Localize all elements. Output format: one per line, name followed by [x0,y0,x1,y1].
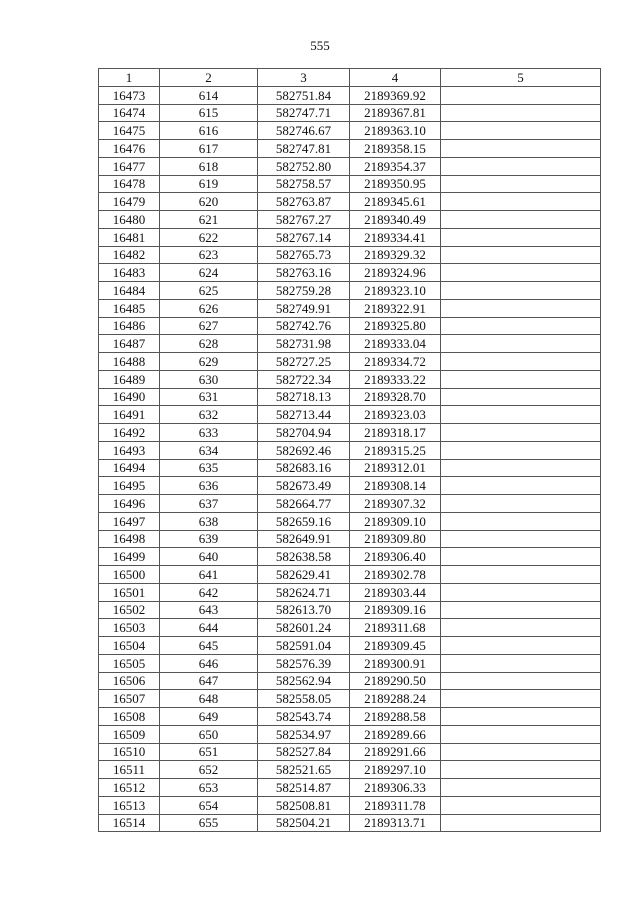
y-coordinate-cell: 2189363.10 [350,122,441,140]
point-number-cell: 619 [160,175,258,193]
table-row [99,441,601,459]
x-coordinate-cell: 582759.28 [258,282,350,300]
table-row [99,601,601,619]
table-row [99,779,601,797]
point-number-cell: 628 [160,335,258,353]
table-row [99,193,601,211]
table-row [99,370,601,388]
row-number-cell: 16478 [99,175,160,193]
y-coordinate-cell: 2189323.03 [350,406,441,424]
note-cell [441,761,601,779]
x-coordinate-cell: 582562.94 [258,672,350,690]
note-cell [441,140,601,158]
note-cell [441,175,601,193]
note-cell [441,370,601,388]
table-row [99,725,601,743]
note-cell [441,335,601,353]
table-row [99,708,601,726]
x-coordinate-cell: 582534.97 [258,725,350,743]
y-coordinate-cell: 2189354.37 [350,157,441,175]
y-coordinate-cell: 2189309.80 [350,530,441,548]
row-number-cell: 16507 [99,690,160,708]
row-number-cell: 16474 [99,104,160,122]
table-row [99,796,601,814]
y-coordinate-cell: 2189340.49 [350,211,441,229]
point-number-cell: 617 [160,140,258,158]
point-number-cell: 643 [160,601,258,619]
point-number-cell: 648 [160,690,258,708]
row-number-cell: 16498 [99,530,160,548]
page-number: 555 [310,38,330,53]
x-coordinate-cell: 582692.46 [258,441,350,459]
x-coordinate-cell: 582746.67 [258,122,350,140]
x-coordinate-cell: 582659.16 [258,512,350,530]
x-coordinate-cell: 582767.27 [258,211,350,229]
column-header-2: 2 [160,69,258,87]
note-cell [441,86,601,104]
x-coordinate-cell: 582704.94 [258,424,350,442]
point-number-cell: 642 [160,583,258,601]
point-number-cell: 627 [160,317,258,335]
y-coordinate-cell: 2189289.66 [350,725,441,743]
point-number-cell: 638 [160,512,258,530]
y-coordinate-cell: 2189324.96 [350,264,441,282]
point-number-cell: 651 [160,743,258,761]
note-cell [441,512,601,530]
y-coordinate-cell: 2189315.25 [350,441,441,459]
point-number-cell: 621 [160,211,258,229]
x-coordinate-cell: 582613.70 [258,601,350,619]
table-row [99,406,601,424]
note-cell [441,708,601,726]
row-number-cell: 16476 [99,140,160,158]
table-row [99,317,601,335]
x-coordinate-cell: 582601.24 [258,619,350,637]
y-coordinate-cell: 2189307.32 [350,495,441,513]
table-row [99,299,601,317]
x-coordinate-cell: 582664.77 [258,495,350,513]
row-number-cell: 16510 [99,743,160,761]
y-coordinate-cell: 2189288.58 [350,708,441,726]
point-number-cell: 650 [160,725,258,743]
y-coordinate-cell: 2189291.66 [350,743,441,761]
y-coordinate-cell: 2189308.14 [350,477,441,495]
x-coordinate-cell: 582558.05 [258,690,350,708]
row-number-cell: 16496 [99,495,160,513]
x-coordinate-cell: 582527.84 [258,743,350,761]
table-row [99,140,601,158]
y-coordinate-cell: 2189333.04 [350,335,441,353]
table-body [99,86,601,832]
row-number-cell: 16499 [99,548,160,566]
row-number-cell: 16502 [99,601,160,619]
note-cell [441,104,601,122]
note-cell [441,779,601,797]
table-header [99,69,601,87]
table-row [99,690,601,708]
y-coordinate-cell: 2189369.92 [350,86,441,104]
row-number-cell: 16514 [99,814,160,832]
x-coordinate-cell: 582749.91 [258,299,350,317]
point-number-cell: 633 [160,424,258,442]
point-number-cell: 654 [160,796,258,814]
x-coordinate-cell: 582747.71 [258,104,350,122]
note-cell [441,282,601,300]
y-coordinate-cell: 2189358.15 [350,140,441,158]
note-cell [441,459,601,477]
note-cell [441,654,601,672]
table-row [99,583,601,601]
point-number-cell: 649 [160,708,258,726]
row-number-cell: 16500 [99,566,160,584]
note-cell [441,548,601,566]
point-number-cell: 635 [160,459,258,477]
x-coordinate-cell: 582731.98 [258,335,350,353]
point-number-cell: 625 [160,282,258,300]
x-coordinate-cell: 582763.16 [258,264,350,282]
table-row [99,122,601,140]
table-row [99,388,601,406]
row-number-cell: 16497 [99,512,160,530]
table-row [99,548,601,566]
table-row [99,814,601,832]
row-number-cell: 16479 [99,193,160,211]
table-row [99,175,601,193]
point-number-cell: 634 [160,441,258,459]
table-row [99,654,601,672]
note-cell [441,211,601,229]
note-cell [441,406,601,424]
row-number-cell: 16487 [99,335,160,353]
point-number-cell: 636 [160,477,258,495]
column-header-4: 4 [350,69,441,87]
x-coordinate-cell: 582508.81 [258,796,350,814]
point-number-cell: 644 [160,619,258,637]
note-cell [441,299,601,317]
row-number-cell: 16489 [99,370,160,388]
point-number-cell: 623 [160,246,258,264]
point-number-cell: 631 [160,388,258,406]
x-coordinate-cell: 582576.39 [258,654,350,672]
coordinates-table [98,68,601,832]
table-row [99,530,601,548]
y-coordinate-cell: 2189318.17 [350,424,441,442]
x-coordinate-cell: 582747.81 [258,140,350,158]
row-number-cell: 16493 [99,441,160,459]
header-row [99,69,601,87]
x-coordinate-cell: 582629.41 [258,566,350,584]
column-header-5: 5 [441,69,601,87]
x-coordinate-cell: 582683.16 [258,459,350,477]
y-coordinate-cell: 2189309.45 [350,637,441,655]
note-cell [441,814,601,832]
table-row [99,282,601,300]
row-number-cell: 16512 [99,779,160,797]
column-header-1: 1 [99,69,160,87]
table-row [99,228,601,246]
row-number-cell: 16485 [99,299,160,317]
table-row [99,211,601,229]
y-coordinate-cell: 2189309.16 [350,601,441,619]
x-coordinate-cell: 582767.14 [258,228,350,246]
table-row [99,566,601,584]
table-row [99,157,601,175]
point-number-cell: 645 [160,637,258,655]
y-coordinate-cell: 2189303.44 [350,583,441,601]
row-number-cell: 16482 [99,246,160,264]
note-cell [441,495,601,513]
table-row [99,104,601,122]
row-number-cell: 16488 [99,353,160,371]
x-coordinate-cell: 582504.21 [258,814,350,832]
y-coordinate-cell: 2189323.10 [350,282,441,300]
point-number-cell: 646 [160,654,258,672]
table-row [99,353,601,371]
column-header-3: 3 [258,69,350,87]
note-cell [441,690,601,708]
y-coordinate-cell: 2189322.91 [350,299,441,317]
x-coordinate-cell: 582591.04 [258,637,350,655]
point-number-cell: 655 [160,814,258,832]
x-coordinate-cell: 582758.57 [258,175,350,193]
y-coordinate-cell: 2189325.80 [350,317,441,335]
x-coordinate-cell: 582765.73 [258,246,350,264]
y-coordinate-cell: 2189367.81 [350,104,441,122]
point-number-cell: 629 [160,353,258,371]
point-number-cell: 637 [160,495,258,513]
y-coordinate-cell: 2189297.10 [350,761,441,779]
row-number-cell: 16509 [99,725,160,743]
note-cell [441,193,601,211]
note-cell [441,743,601,761]
y-coordinate-cell: 2189350.95 [350,175,441,193]
note-cell [441,530,601,548]
row-number-cell: 16492 [99,424,160,442]
point-number-cell: 652 [160,761,258,779]
note-cell [441,583,601,601]
note-cell [441,566,601,584]
point-number-cell: 641 [160,566,258,584]
note-cell [441,246,601,264]
row-number-cell: 16483 [99,264,160,282]
row-number-cell: 16473 [99,86,160,104]
table-row [99,477,601,495]
point-number-cell: 630 [160,370,258,388]
x-coordinate-cell: 582727.25 [258,353,350,371]
table-row [99,512,601,530]
table-row [99,637,601,655]
row-number-cell: 16504 [99,637,160,655]
row-number-cell: 16503 [99,619,160,637]
table-row [99,619,601,637]
x-coordinate-cell: 582752.80 [258,157,350,175]
x-coordinate-cell: 582521.65 [258,761,350,779]
point-number-cell: 624 [160,264,258,282]
row-number-cell: 16511 [99,761,160,779]
note-cell [441,477,601,495]
x-coordinate-cell: 582742.76 [258,317,350,335]
point-number-cell: 615 [160,104,258,122]
point-number-cell: 647 [160,672,258,690]
row-number-cell: 16477 [99,157,160,175]
x-coordinate-cell: 582751.84 [258,86,350,104]
note-cell [441,228,601,246]
y-coordinate-cell: 2189313.71 [350,814,441,832]
x-coordinate-cell: 582649.91 [258,530,350,548]
note-cell [441,122,601,140]
y-coordinate-cell: 2189329.32 [350,246,441,264]
table-row [99,335,601,353]
point-number-cell: 639 [160,530,258,548]
note-cell [441,796,601,814]
point-number-cell: 618 [160,157,258,175]
row-number-cell: 16494 [99,459,160,477]
row-number-cell: 16475 [99,122,160,140]
note-cell [441,388,601,406]
note-cell [441,601,601,619]
row-number-cell: 16480 [99,211,160,229]
y-coordinate-cell: 2189312.01 [350,459,441,477]
table-row [99,672,601,690]
y-coordinate-cell: 2189288.24 [350,690,441,708]
y-coordinate-cell: 2189300.91 [350,654,441,672]
row-number-cell: 16486 [99,317,160,335]
note-cell [441,441,601,459]
table-row [99,264,601,282]
x-coordinate-cell: 582514.87 [258,779,350,797]
row-number-cell: 16484 [99,282,160,300]
note-cell [441,672,601,690]
table-row [99,761,601,779]
x-coordinate-cell: 582543.74 [258,708,350,726]
note-cell [441,353,601,371]
y-coordinate-cell: 2189306.33 [350,779,441,797]
x-coordinate-cell: 582673.49 [258,477,350,495]
row-number-cell: 16490 [99,388,160,406]
point-number-cell: 616 [160,122,258,140]
y-coordinate-cell: 2189306.40 [350,548,441,566]
y-coordinate-cell: 2189290.50 [350,672,441,690]
row-number-cell: 16491 [99,406,160,424]
y-coordinate-cell: 2189311.68 [350,619,441,637]
x-coordinate-cell: 582638.58 [258,548,350,566]
note-cell [441,424,601,442]
table-row [99,86,601,104]
y-coordinate-cell: 2189311.78 [350,796,441,814]
row-number-cell: 16501 [99,583,160,601]
y-coordinate-cell: 2189309.10 [350,512,441,530]
note-cell [441,317,601,335]
point-number-cell: 626 [160,299,258,317]
table-row [99,424,601,442]
row-number-cell: 16508 [99,708,160,726]
note-cell [441,725,601,743]
row-number-cell: 16481 [99,228,160,246]
table-row [99,743,601,761]
row-number-cell: 16506 [99,672,160,690]
y-coordinate-cell: 2189334.72 [350,353,441,371]
point-number-cell: 640 [160,548,258,566]
note-cell [441,619,601,637]
row-number-cell: 16505 [99,654,160,672]
point-number-cell: 614 [160,86,258,104]
row-number-cell: 16513 [99,796,160,814]
x-coordinate-cell: 582722.34 [258,370,350,388]
y-coordinate-cell: 2189302.78 [350,566,441,584]
x-coordinate-cell: 582763.87 [258,193,350,211]
point-number-cell: 653 [160,779,258,797]
x-coordinate-cell: 582713.44 [258,406,350,424]
note-cell [441,637,601,655]
y-coordinate-cell: 2189334.41 [350,228,441,246]
y-coordinate-cell: 2189333.22 [350,370,441,388]
table-row [99,246,601,264]
note-cell [441,264,601,282]
point-number-cell: 632 [160,406,258,424]
x-coordinate-cell: 582718.13 [258,388,350,406]
point-number-cell: 622 [160,228,258,246]
point-number-cell: 620 [160,193,258,211]
x-coordinate-cell: 582624.71 [258,583,350,601]
y-coordinate-cell: 2189328.70 [350,388,441,406]
note-cell [441,157,601,175]
y-coordinate-cell: 2189345.61 [350,193,441,211]
table-row [99,495,601,513]
row-number-cell: 16495 [99,477,160,495]
table-row [99,459,601,477]
